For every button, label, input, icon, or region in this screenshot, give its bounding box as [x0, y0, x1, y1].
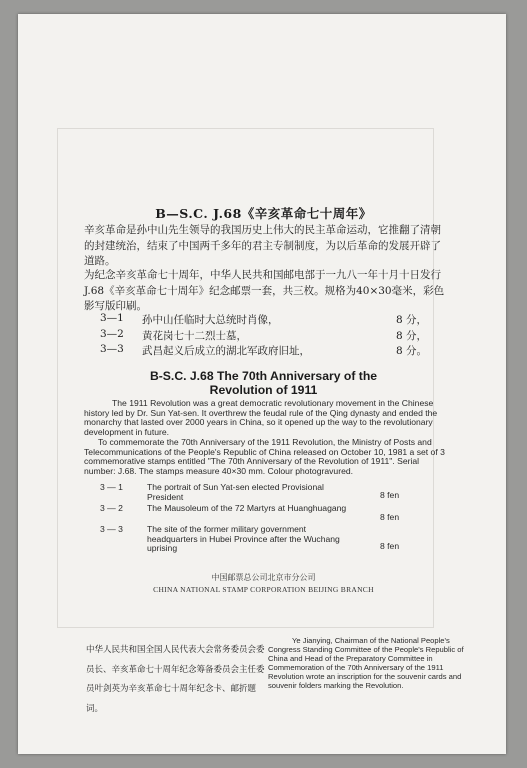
chinese-paragraph-1: 辛亥革命是孙中山先生领导的我国历史上伟大的民主革命运动，它推翻了清朝的封建统治，结束了中国两千多年的君主专制制度，为以后革命的发展开辟了道路。 [84, 224, 441, 268]
chinese-stamp-row [100, 343, 440, 359]
english-stamp-row [100, 504, 420, 524]
chinese-stamp-row [100, 312, 440, 328]
stamp-number: 3—2 [100, 327, 124, 340]
stamp-value: 8 分， [396, 314, 428, 326]
corporation-name-english: CHINA NATIONAL STAMP CORPORATION BEIJING BRANCH [153, 585, 374, 594]
stamp-name: The portrait of Sun Yat-sen elected Provisional President [147, 482, 324, 502]
english-stamp-list [100, 483, 420, 555]
stamp-value: 8 fen [380, 541, 400, 551]
stamp-number: 3—1 [100, 312, 124, 324]
english-title-line-1: B-S.C. J.68 The 70th Anniversary of the [149, 369, 378, 383]
inscription-note-chinese: 中华人民共和国全国人民代表大会常务委员会委员长、辛亥革命七十周年纪念筹备委员会主任委员叶剑英为辛亥革命七十周年纪念卡、邮折题词。 [86, 645, 265, 714]
chinese-stamp-row [100, 328, 440, 344]
stamp-name: 武昌起义后成立的湖北军政府旧址， [142, 345, 310, 357]
stamp-name: 黄花岗七十二烈士墓， [142, 329, 247, 342]
stamp-value: 8 fen [380, 490, 400, 500]
english-paragraph-1: The 1911 Revolution was a great democratic revolutionary movement in the Chinese history led by Dr. Sun Yat-sen. It overthrew the feudal rule of the Qing dynasty and ended the monarchy that lasted over 2000 years in China, so it opened up the way to the revolutionary development in future. [84, 398, 438, 437]
stamp-name: The site of the former military government headquarters in Hubei Province after the Wuchang uprising [147, 524, 340, 554]
english-paragraph-2: To commemorate the 70th Anniversary of the 1911 Revolution, the Ministry of Posts and Telecommunications of the People's Republic of China released on October 10, 1981 a set of 3 commemorative stamps entitled "The 70th Anniversary of the Revolution of 1911". Serial number: J.68. The stamps measure 40×30 mm. Colour photogravured. [84, 437, 445, 476]
english-stamp-row [100, 525, 420, 555]
inscription-note-english: Ye Jianying, Chairman of the National People's Congress Standing Committee of the People's Republic of China and Head of the Preparatory Committee in Commemoration of the 70th Anniversary of the 1911 Revolution wrote an inscription for the souvenir cards and souvenir folders marking the Revolution. [268, 636, 464, 690]
english-stamp-row [100, 483, 420, 503]
corporation-name-chinese: 中国邮票总公司北京市分公司 [211, 573, 316, 582]
chinese-stamp-list [100, 312, 440, 359]
stamp-number: 3 — 3 [100, 524, 123, 534]
stamp-number: 3 — 2 [100, 503, 123, 513]
chinese-paragraph-2: 为纪念辛亥革命七十周年，中华人民共和国邮电部于一九八一年十月十日发行 J.68《辛亥革命七十周年》纪念邮票一套，共三枚。规格为40×30毫米，彩色影写版印刷。 [84, 269, 445, 313]
english-title [0, 369, 527, 397]
stamp-number: 3 — 1 [100, 482, 123, 492]
stamp-value: 8 分。 [396, 345, 428, 357]
stamp-name: 孙中山任临时大总统时肖像， [142, 314, 279, 326]
stamp-value: 8 fen [380, 512, 400, 522]
stamp-value: 8 分， [396, 329, 428, 342]
chinese-title: B—S.C. J.68《辛亥革命七十周年》 [155, 206, 372, 221]
english-title-line-2: Revolution of 1911 [209, 383, 318, 397]
stamp-name: The Mausoleum of the 72 Martyrs at Huanghuagang [147, 503, 347, 513]
stamp-number: 3—3 [100, 343, 124, 355]
